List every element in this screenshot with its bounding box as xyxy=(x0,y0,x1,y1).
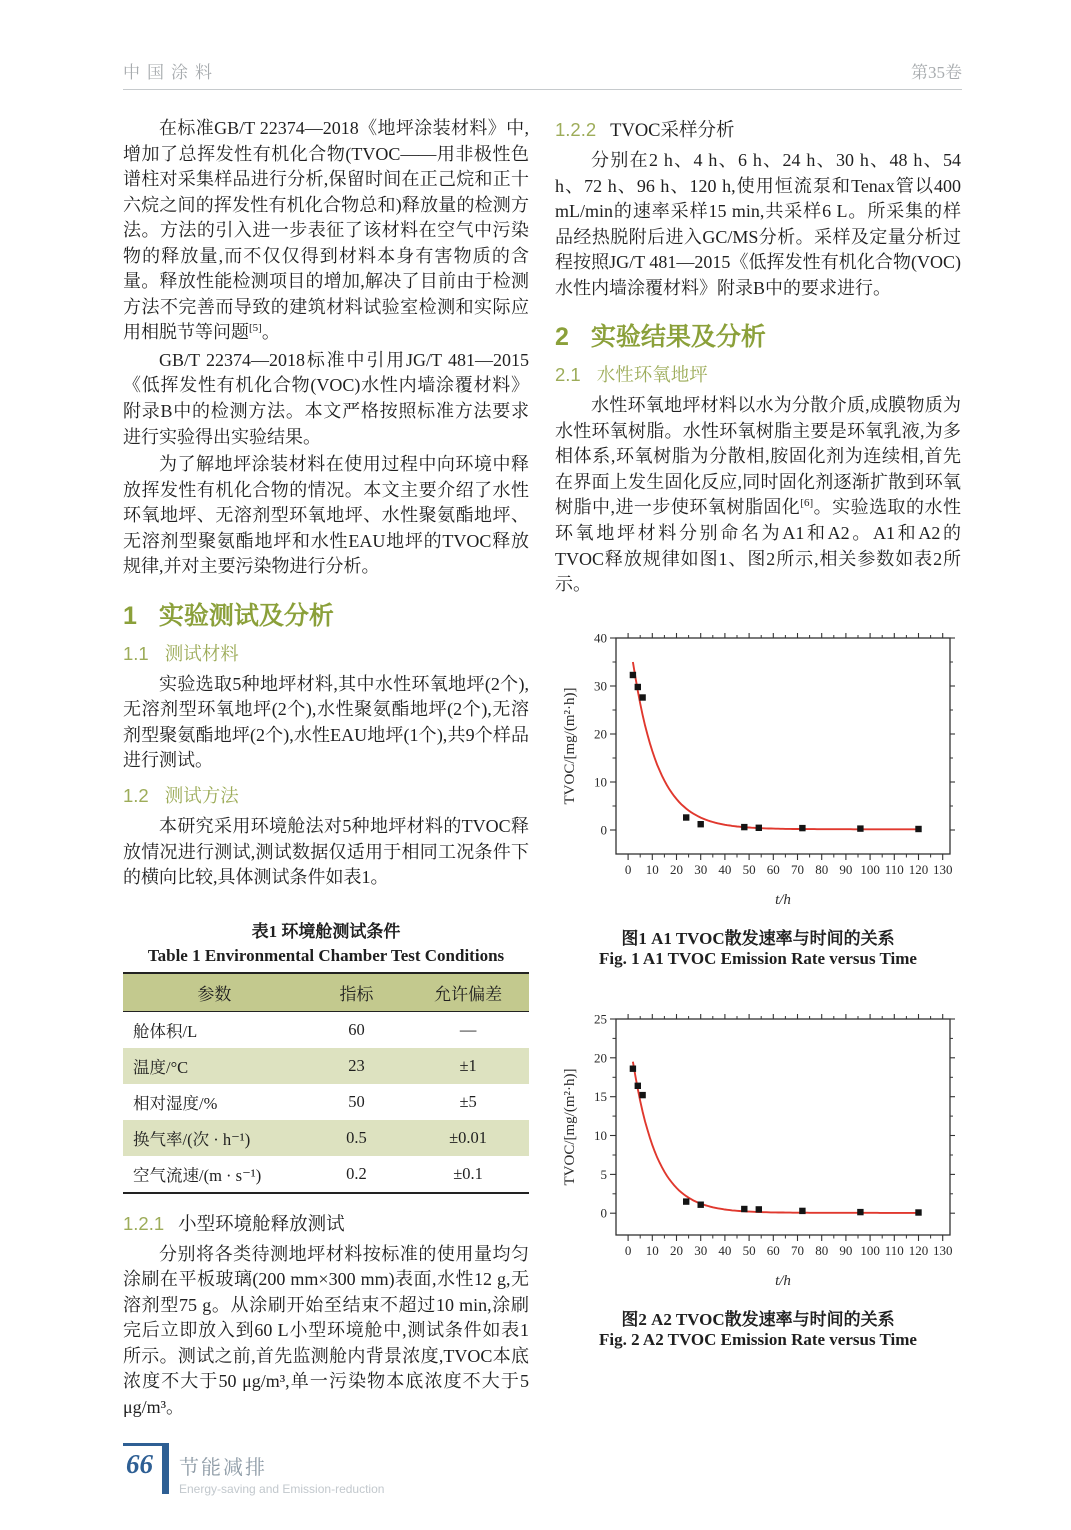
section-title: 水性环氧地坪 xyxy=(596,364,708,386)
svg-text:t/h: t/h xyxy=(775,891,791,908)
svg-text:70: 70 xyxy=(791,861,804,877)
svg-text:20: 20 xyxy=(670,861,683,877)
conditions-table xyxy=(123,972,529,1194)
paragraph-text: 在标准GB/T 22374—2018《地坪涂装材料》中,增加了总挥发性有机化合物(TVOC——用非极性色谱柱对采集样品进行分析,保留时间在正己烷和正十六烷之间的挥发性有机化合物总和)释放量的检测方法。方法的引入进一步表征了该材料在空气中污染物的释放量,而不仅仅得到材料本身有害物质的含量。释放性能检测项目的增加,解决了目前由于检测方法不完善而导致的建筑材料试验室检测和实际应用相脱节等问题 xyxy=(123,118,529,343)
svg-text:80: 80 xyxy=(815,861,829,877)
page-number-box xyxy=(123,1443,169,1494)
figure1 xyxy=(555,628,961,969)
paragraph-text: 水性环氧地坪材料以水为分散介质,成膜物质为水性环氧树脂。水性环氧树脂主要是环氧乳液,为多相体系,环氧树脂为分散相,胺固化剂为连续相,首先在界面上发生固化反应,同时固化剂逐渐扩散到环氧树脂中,进一步使环氧树脂固化 xyxy=(555,395,961,518)
footer-bar xyxy=(162,1446,169,1494)
svg-text:40: 40 xyxy=(594,630,607,646)
table1-title-zh: 表1 环境舱测试条件 xyxy=(251,921,401,941)
table-row xyxy=(123,1011,529,1048)
table-cell: 50 xyxy=(348,1091,365,1111)
volume-label: 第35卷 xyxy=(911,63,962,82)
table-cell: — xyxy=(459,1019,477,1039)
section-number: 1.2 xyxy=(123,785,149,807)
table-cell: ±0.1 xyxy=(453,1163,483,1183)
svg-text:20: 20 xyxy=(670,1242,683,1258)
column-header: 参数 xyxy=(123,973,306,1012)
svg-text:10: 10 xyxy=(645,1242,659,1258)
figure2-caption-en: Fig. 2 A2 TVOC Emission Rate versus Time xyxy=(599,1329,917,1349)
table-row xyxy=(123,1156,529,1193)
svg-text:20: 20 xyxy=(594,726,607,742)
table-cell: 23 xyxy=(348,1055,365,1075)
svg-text:0: 0 xyxy=(600,1205,607,1221)
body-paragraph: 本研究采用环境舱法对5种地坪材料的TVOC释放情况进行测试,测试数据仅适用于相同工况条件下的横向比较,具体测试条件如表1。 xyxy=(123,816,529,888)
body-paragraph: 分别将各类待测地坪材料按标准的使用量均匀涂刷在平板玻璃(200 mm×300 mm)表面,水性12 g,无溶剂型75 g。从涂刷开始至结束不超过10 min,涂刷完后立即放入到60 L小型环境舱中,测试条件如表1所示。测试之前,首先监测舱内背景浓度,TVOC本底浓度不大于50 μg/m³,单一污染物本底浓度不大于5 μg/m³。 xyxy=(123,1243,529,1417)
section-title: 测试方法 xyxy=(164,785,239,807)
figure1-scatter-plot xyxy=(558,628,958,920)
section-title: 小型环境舱释放测试 xyxy=(178,1214,345,1235)
table1-title-en: Table 1 Environmental Chamber Test Conditions xyxy=(147,945,505,965)
svg-text:10: 10 xyxy=(594,774,607,790)
section-title: 测试材料 xyxy=(164,642,239,664)
subsection-heading-1-2 xyxy=(123,782,529,808)
section-title: TVOC采样分析 xyxy=(610,121,735,141)
figure2-caption-zh: 图2 A2 TVOC散发速率与时间的关系 xyxy=(621,1309,895,1329)
table-cell: 相对湿度/% xyxy=(133,1093,218,1113)
body-paragraph xyxy=(555,393,961,597)
table-cell: 60 xyxy=(348,1019,365,1039)
body-paragraph: 分别在2 h、4 h、6 h、24 h、30 h、48 h、54 h、72 h、96 h、120 h,使用恒流泵和Tenax管以400 mL/min的速率采样15 min,共采样6 L。所采集的样品经热脱附后进入GC/MS分析。采样及定量分析过程按照JG/T 481—2015《低挥发性有机化合物(VOC)水性内墙涂覆材料》附录B中的要求进行。 xyxy=(555,150,961,298)
svg-text:30: 30 xyxy=(694,861,708,877)
svg-text:0: 0 xyxy=(600,822,607,838)
left-column xyxy=(123,116,529,1423)
body-paragraph: 实验选取5种地坪材料,其中水性环氧地坪(2个),无溶剂型环氧地坪(2个),水性聚氨酯地坪(2个),无溶剂型聚氨酯地坪(2个),水性EAU地坪(1个),共9个样品进行测试。 xyxy=(123,673,529,771)
section-heading-1 xyxy=(123,596,529,632)
svg-text:60: 60 xyxy=(766,861,780,877)
svg-text:0: 0 xyxy=(624,1242,632,1258)
svg-text:10: 10 xyxy=(594,1127,607,1143)
table-cell: ±1 xyxy=(459,1055,477,1075)
svg-text:50: 50 xyxy=(742,1242,756,1258)
svg-text:130: 130 xyxy=(932,1242,953,1258)
svg-text:130: 130 xyxy=(932,861,953,877)
body-paragraph xyxy=(123,116,529,346)
section-number: 1 xyxy=(123,601,137,630)
table-cell: ±5 xyxy=(459,1091,477,1111)
figure1-caption-en: Fig. 1 A1 TVOC Emission Rate versus Time xyxy=(599,948,917,968)
page-footer xyxy=(123,1423,962,1496)
svg-text:70: 70 xyxy=(791,1242,804,1258)
svg-text:30: 30 xyxy=(594,678,607,694)
table-cell: 温度/°C xyxy=(133,1057,189,1077)
svg-text:90: 90 xyxy=(839,861,853,877)
footer-badge xyxy=(123,1443,962,1496)
two-column-body xyxy=(123,116,962,1423)
svg-text:t/h: t/h xyxy=(775,1272,791,1289)
table-row xyxy=(123,1120,529,1156)
table-cell: 空气流速/(m · s⁻¹) xyxy=(133,1165,262,1185)
table-cell: 舱体积/L xyxy=(133,1021,198,1041)
table1-block xyxy=(123,917,529,1194)
svg-text:110: 110 xyxy=(884,1242,904,1258)
paragraph-text: 。实验选取的水性环氧地坪材料分别命名为A1和A2。A1和A2的TVOC释放规律如图1、图2所示,相关参数如表2所示。 xyxy=(555,497,962,595)
section-number: 2 xyxy=(555,323,569,352)
svg-text:40: 40 xyxy=(718,1242,732,1258)
page-number: 66 xyxy=(126,1448,153,1479)
svg-text:40: 40 xyxy=(718,861,732,877)
section-number: 1.1 xyxy=(123,642,149,664)
svg-text:100: 100 xyxy=(860,861,880,877)
svg-text:15: 15 xyxy=(594,1088,607,1104)
svg-text:10: 10 xyxy=(645,861,659,877)
figure1-caption-zh: 图1 A1 TVOC散发速率与时间的关系 xyxy=(621,928,895,948)
svg-text:0: 0 xyxy=(624,861,632,877)
subsection-heading-1-1 xyxy=(123,640,529,666)
table-cell: 0.5 xyxy=(346,1127,367,1147)
footer-section-en: Energy-saving and Emission-reduction xyxy=(179,1481,385,1496)
svg-text:90: 90 xyxy=(839,1242,853,1258)
svg-text:60: 60 xyxy=(766,1242,780,1258)
right-column xyxy=(555,116,961,1423)
svg-text:20: 20 xyxy=(594,1049,607,1065)
svg-text:5: 5 xyxy=(600,1166,607,1182)
paragraph-text: 。 xyxy=(261,322,280,343)
citation-ref: [6] xyxy=(800,497,814,510)
section-heading-2 xyxy=(555,317,961,353)
svg-text:120: 120 xyxy=(908,1242,929,1258)
body-paragraph: 为了解地坪涂装材料在使用过程中向环境中释放挥发性有机化合物的情况。本文主要介绍了水性环氧地坪、无溶剂型环氧地坪、水性聚氨酯地坪、无溶剂型聚氨酯地坪和水性EAU地坪的TVOC释放规律,并对主要污染物进行分析。 xyxy=(123,454,529,577)
table-cell: 0.2 xyxy=(346,1163,367,1183)
section-number: 1.2.1 xyxy=(123,1212,165,1234)
table-row xyxy=(123,1048,529,1084)
subsection-heading-2-1 xyxy=(555,361,961,387)
table-header-row xyxy=(123,973,529,1012)
column-header: 指标 xyxy=(306,973,408,1012)
section-number: 2.1 xyxy=(555,364,581,386)
page-header xyxy=(123,58,962,90)
figure2-scatter-plot xyxy=(558,1009,958,1301)
svg-text:30: 30 xyxy=(694,1242,708,1258)
svg-text:TVOC/[mg/(m²·h)]: TVOC/[mg/(m²·h)] xyxy=(562,687,578,805)
column-header: 允许偏差 xyxy=(407,973,529,1012)
journal-name: 中国涂料 xyxy=(123,63,219,82)
body-paragraph: GB/T 22374—2018标准中引用JG/T 481—2015《低挥发性有机化合物(VOC)水性内墙涂覆材料》附录B中的检测方法。本文严格按照标准方法要求进行实验得出实验结果。 xyxy=(123,349,529,447)
svg-text:80: 80 xyxy=(815,1242,829,1258)
section-title: 实验测试及分析 xyxy=(158,601,334,630)
subsection-heading-1-2-2 xyxy=(555,116,961,142)
figure2 xyxy=(555,1009,961,1350)
footer-section-zh: 节能减排 xyxy=(179,1456,267,1479)
svg-text:120: 120 xyxy=(908,861,929,877)
footer-section-labels xyxy=(179,1443,384,1496)
subsection-heading-1-2-1 xyxy=(123,1210,529,1236)
table-cell: 换气率/(次 · h⁻¹) xyxy=(133,1129,251,1149)
section-title: 实验结果及分析 xyxy=(590,323,766,352)
svg-text:110: 110 xyxy=(884,861,904,877)
svg-text:50: 50 xyxy=(742,861,756,877)
svg-text:TVOC/[mg/(m²·h)]: TVOC/[mg/(m²·h)] xyxy=(562,1068,578,1186)
citation-ref: [5] xyxy=(249,322,262,335)
table-row xyxy=(123,1084,529,1120)
section-number: 1.2.2 xyxy=(555,119,597,140)
svg-text:25: 25 xyxy=(594,1011,607,1027)
table-cell: ±0.01 xyxy=(449,1127,488,1147)
svg-text:100: 100 xyxy=(860,1242,880,1258)
